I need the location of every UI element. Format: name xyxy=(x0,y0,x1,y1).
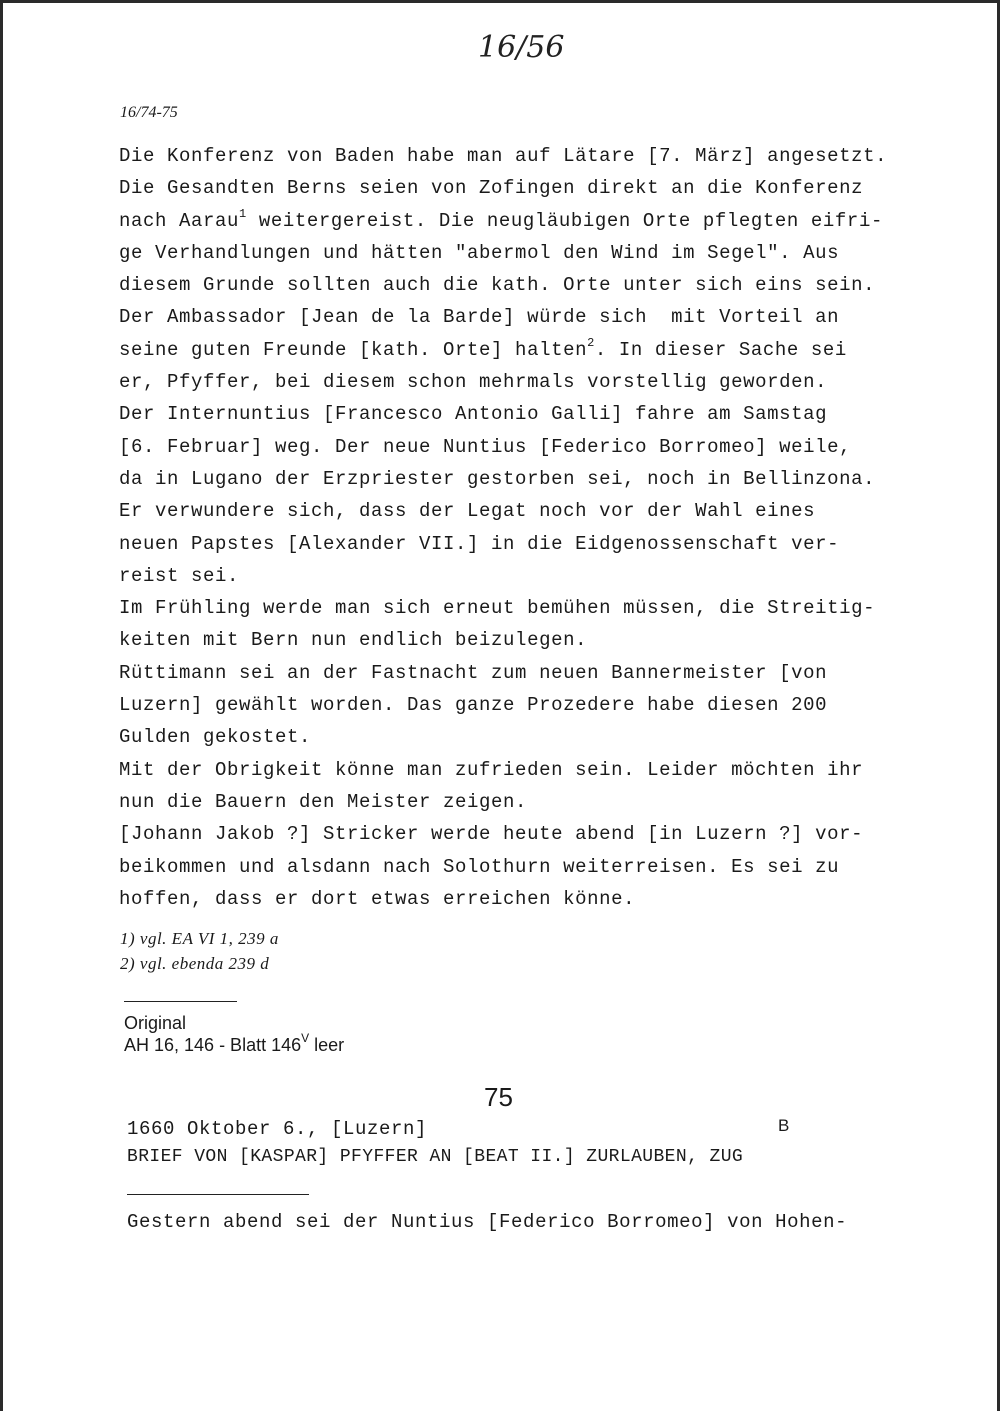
text-line: da in Lugano der Erzpriester gestorben sei, noch in Bellinzona. xyxy=(119,467,876,490)
archive-stamp: 16/56 xyxy=(478,30,565,65)
text-line: [6. Februar] weg. Der neue Nuntius [Federico Borromeo] weile, xyxy=(119,435,852,458)
body-text xyxy=(119,143,887,918)
text-line: Luzern] gewählt worden. Das ganze Prozedere habe diesen 200 xyxy=(119,694,828,717)
document-number: 75 xyxy=(484,1082,513,1112)
footnote-marker: 2 xyxy=(587,335,595,350)
text-line: Der Internuntius [Francesco Antonio Galli] fahre am Samstag xyxy=(119,403,828,426)
text-line: nach Aarau$^1$ weitergereist. Die neugläubigen Orte pflegten eifri- xyxy=(119,206,883,232)
text-line: Im Frühling werde man sich erneut bemühen müssen, die Streitig- xyxy=(119,597,876,620)
text-line: beikommen und alsdann nach Solothurn weiterreisen. Es sei zu xyxy=(119,855,840,878)
text-line: Die Konferenz von Baden habe man auf Lätare [7. März] angesetzt. xyxy=(119,145,888,167)
text-line: er, Pfyffer, bei diesem schon mehrmals vorstellig geworden. xyxy=(119,371,828,394)
text-line: Gulden gekostet. xyxy=(119,726,312,749)
source-info xyxy=(124,1012,344,1056)
footnote-2: 2) vgl. ebenda 239 d xyxy=(120,954,270,973)
divider-line xyxy=(127,1194,309,1195)
text-line: ge Verhandlungen und hätten "abermol den Wind im Segel". Aus xyxy=(119,241,840,264)
text-line: Der Ambassador [Jean de la Barde] würde sich mit Vorteil an xyxy=(119,306,840,329)
footnote-1: 1) vgl. EA VI 1, 239 a xyxy=(120,929,279,948)
scan-border-top xyxy=(0,0,1000,3)
text-line: hoffen, dass er dort etwas erreichen könne. xyxy=(119,887,636,910)
footnote-marker: 1 xyxy=(239,206,247,221)
text-line: diesem Grunde sollten auch die kath. Orte unter sich eins sein. xyxy=(119,274,876,297)
text-line: Die Gesandten Berns seien von Zofingen direkt an die Konferenz xyxy=(119,177,864,200)
text-line: [Johann Jakob ?] Stricker werde heute abend [in Luzern ?] vor- xyxy=(119,823,864,846)
text-line: reist sei. xyxy=(119,564,240,587)
source-label: Original xyxy=(124,1013,187,1033)
text-line: nun die Bauern den Meister zeigen. xyxy=(119,790,528,813)
text-line: seine guten Freunde [kath. Orte] halten$^2$. In dieser Sache sei xyxy=(119,335,847,361)
document-title: BRIEF VON [KASPAR] PFYFFER AN [BEAT II.] ZURLAUBEN, ZUG xyxy=(127,1147,744,1167)
source-reference: AH 16, 146 - Blatt $146^V$ leer xyxy=(124,1031,345,1055)
body-first-line: Gestern abend sei der Nuntius [Federico Borromeo] von Hohen- xyxy=(127,1211,848,1233)
divider-line xyxy=(124,1001,237,1002)
document-reference: 16/74-75 xyxy=(120,104,178,121)
footnotes xyxy=(120,926,279,976)
text-line: neuen Papstes [Alexander VII.] in die Eidgenossenschaft ver- xyxy=(119,532,840,555)
text-line: keiten mit Bern nun endlich beizulegen. xyxy=(119,629,588,652)
text-line: Rüttimann sei an der Fastnacht zum neuen Bannermeister [von xyxy=(119,661,828,684)
text-line: Mit der Obrigkeit könne man zufrieden sein. Leider möchten ihr xyxy=(119,758,864,781)
scan-border-left xyxy=(0,0,3,1411)
text-line: Er verwundere sich, dass der Legat noch vor der Wahl eines xyxy=(119,500,816,523)
document-date-place: 1660 Oktober 6., [Luzern] xyxy=(127,1118,428,1140)
document-type-code: B xyxy=(778,1116,790,1135)
